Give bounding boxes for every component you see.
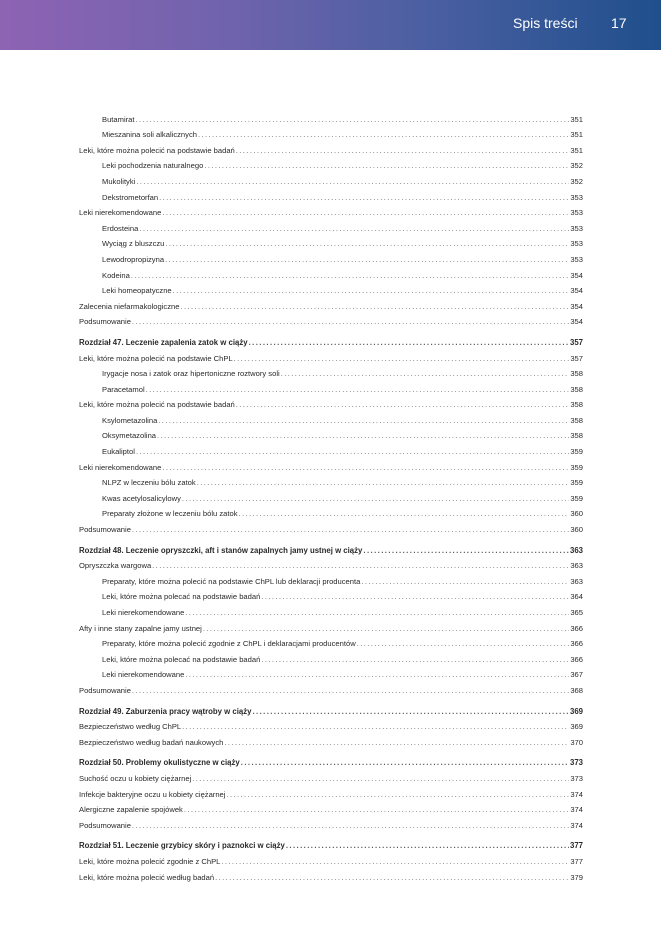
toc-page-number: 374: [570, 805, 583, 815]
toc-entry-label: Lewodropropizyna: [102, 254, 165, 264]
toc-entry-label: Butamirat: [102, 114, 135, 124]
toc-entry-row[interactable]: [79, 518, 583, 534]
dot-leader: [234, 354, 570, 363]
toc-entry-label: Leki nierekomendowane: [102, 670, 185, 680]
toc-subentry-row[interactable]: [79, 503, 583, 519]
toc-page-number: 357: [570, 353, 583, 363]
toc-chapter-row[interactable]: [79, 331, 583, 347]
dot-leader: [173, 286, 570, 295]
toc-entry-label: Rozdział 50. Problemy okulistyczne w ciąży: [79, 758, 240, 768]
toc-entry-label: Leki, które można polecić według badań: [79, 872, 215, 882]
toc-page-number: 373: [569, 758, 583, 768]
toc-entry-label: Preparaty, które można polecić zgodnie z ChPL i deklaracjami producentów: [102, 639, 356, 649]
toc-page-number: 377: [569, 841, 583, 851]
dot-leader: [197, 478, 570, 487]
toc-page-number: 369: [569, 706, 583, 716]
toc-chapter-row[interactable]: [79, 835, 583, 851]
dot-leader: [198, 130, 569, 139]
dot-leader: [363, 546, 569, 555]
toc-entry-label: Mieszanina soli alkalicznych: [102, 130, 197, 140]
toc-subentry-row[interactable]: [79, 664, 583, 680]
toc-subentry-row[interactable]: [79, 633, 583, 649]
toc-entry-label: Alergiczne zapalenie spojówek: [79, 805, 183, 815]
toc-page-number: 364: [570, 592, 583, 602]
toc-page-number: 358: [570, 369, 583, 379]
dot-leader: [252, 707, 569, 716]
dot-leader: [192, 774, 569, 783]
toc-page-number: 366: [570, 654, 583, 664]
dot-leader: [239, 509, 570, 518]
toc-entry-label: Leki, które można polecić na podstawie ChPL: [79, 353, 233, 363]
toc-page-number: 353: [570, 208, 583, 218]
toc-subentry-row[interactable]: [79, 124, 583, 140]
toc-page-number: 365: [570, 608, 583, 617]
toc-entry-label: Leki, które można polecać na podstawie badań: [102, 592, 261, 602]
toc-page-number: 358: [570, 400, 583, 410]
dot-leader: [158, 416, 569, 425]
toc-entry-label: Wyciąg z bluszczu: [102, 239, 165, 249]
toc-entry-row[interactable]: [79, 850, 583, 866]
toc-subentry-row[interactable]: [79, 601, 583, 617]
toc-subentry-row[interactable]: [79, 648, 583, 664]
dot-leader: [221, 857, 569, 866]
toc-page-number: 363: [569, 545, 583, 555]
toc-entry-label: Leki nierekomendowane: [102, 608, 185, 617]
toc-page-number: 351: [570, 145, 583, 155]
toc-entry-label: Leki, które można polecić na podstawie badań: [79, 145, 235, 155]
dot-leader: [159, 193, 569, 202]
toc-entry-label: Podsumowanie: [79, 525, 131, 535]
dot-leader: [182, 722, 569, 731]
toc-entry-label: Kodeina: [102, 270, 130, 280]
toc-chapter-row[interactable]: [79, 539, 583, 555]
toc-entry-label: Irygacje nosa i zatok oraz hipertoniczne roztwory soli: [102, 369, 280, 379]
toc-entry-row[interactable]: [79, 799, 583, 815]
toc-entry-label: Rozdział 51. Leczenie grzybicy skóry i paznokci w ciąży: [79, 841, 285, 851]
toc-entry-row[interactable]: [79, 783, 583, 799]
dot-leader: [162, 208, 569, 217]
toc-chapter-row[interactable]: [79, 752, 583, 768]
dot-leader: [215, 873, 569, 882]
toc-page-number: 352: [570, 176, 583, 186]
toc-page-number: 360: [570, 525, 583, 535]
toc-page-number: 354: [570, 317, 583, 327]
toc-page-number: 358: [570, 384, 583, 394]
header-title: Spis treści: [513, 15, 578, 31]
toc-entry-label: Paracetamol: [102, 384, 145, 394]
toc-page-number: 354: [570, 270, 583, 280]
toc-subentry-row[interactable]: [79, 233, 583, 249]
toc-page-number: 354: [570, 301, 583, 311]
toc-page-number: 363: [570, 576, 583, 586]
dot-leader: [132, 686, 569, 695]
toc-chapter-row[interactable]: [79, 700, 583, 716]
toc-entry-label: Oksymetazolina: [102, 431, 157, 441]
toc-entry-label: Suchość oczu u kobiety ciężarnej: [79, 773, 192, 783]
toc-subentry-row[interactable]: [79, 363, 583, 379]
toc-page-number: 354: [570, 286, 583, 296]
toc-entry-row[interactable]: [79, 394, 583, 410]
dot-leader: [152, 561, 569, 570]
toc-page-number: 359: [570, 462, 583, 472]
dot-leader: [132, 317, 569, 326]
toc-entry-label: Rozdział 47. Leczenie zapalenia zatok w ciąży: [79, 337, 248, 347]
toc-entry-row[interactable]: [79, 347, 583, 363]
toc-entry-row[interactable]: [79, 311, 583, 327]
toc-subentry-row[interactable]: [79, 425, 583, 441]
dot-leader: [361, 577, 569, 586]
toc-entry-label: Leki nierekomendowane: [79, 462, 162, 472]
dot-leader: [236, 146, 570, 155]
toc-entry-row[interactable]: [79, 555, 583, 571]
toc-entry-label: Leki, które można polecić na podstawie badań: [79, 400, 235, 410]
toc-page-number: 368: [570, 685, 583, 695]
dot-leader: [157, 431, 569, 440]
dot-leader: [286, 841, 569, 850]
toc-page-number: 353: [570, 254, 583, 264]
toc-entry-label: Eukaliptol: [102, 447, 135, 457]
dot-leader: [182, 494, 569, 503]
toc-subentry-row[interactable]: [79, 472, 583, 488]
toc-page-number: 366: [570, 623, 583, 633]
toc-entry-label: Podsumowanie: [79, 317, 131, 327]
toc-entry-label: Leki homeopatyczne: [102, 286, 172, 296]
dot-leader: [131, 271, 569, 280]
toc-subentry-row[interactable]: [79, 155, 583, 171]
toc-entry-row[interactable]: [79, 731, 583, 747]
toc-entry-row[interactable]: [79, 767, 583, 783]
toc-page-number: 358: [570, 431, 583, 441]
toc-entry-row[interactable]: [79, 139, 583, 155]
toc-entry-label: Preparaty, które można polecić na podstawie ChPL lub deklaracji producenta: [102, 576, 361, 586]
toc-page-number: 369: [570, 722, 583, 732]
dot-leader: [136, 447, 569, 456]
page-header: [0, 0, 661, 50]
toc-page-number: 367: [570, 670, 583, 680]
toc-page-number: 353: [570, 192, 583, 202]
toc-entry-label: Kwas acetylosalicylowy: [102, 493, 181, 503]
dot-leader: [203, 624, 569, 633]
dot-leader: [261, 592, 569, 601]
toc-page-number: 358: [570, 415, 583, 425]
toc-entry-label: Leki nierekomendowane: [79, 208, 162, 218]
toc-entry-label: Podsumowanie: [79, 820, 131, 830]
toc-page-number: 353: [570, 239, 583, 249]
toc-subentry-row[interactable]: [79, 378, 583, 394]
toc-subentry-row[interactable]: [79, 440, 583, 456]
toc-subentry-row[interactable]: [79, 487, 583, 503]
dot-leader: [226, 790, 569, 799]
toc-page-number: 357: [569, 337, 583, 347]
toc-entry-row[interactable]: [79, 814, 583, 830]
toc-entry-label: Rozdział 48. Leczenie opryszczki, aft i stanów zapalnych jamy ustnej w ciąży: [79, 545, 363, 555]
toc-page-number: 374: [570, 789, 583, 799]
dot-leader: [139, 224, 569, 233]
dot-leader: [241, 758, 569, 767]
toc-page-number: 366: [570, 639, 583, 649]
dot-leader: [185, 608, 569, 617]
toc-entry-label: Opryszczka wargowa: [79, 561, 152, 571]
toc-entry-label: Bezpieczeństwo według ChPL: [79, 722, 182, 732]
toc-entry-label: Leki, które można polecić zgodnie z ChPL: [79, 856, 221, 866]
toc-page-number: 370: [570, 737, 583, 747]
table-of-contents: [79, 108, 583, 882]
dot-leader: [146, 385, 570, 394]
dot-leader: [162, 463, 569, 472]
toc-subentry-row[interactable]: [79, 248, 583, 264]
toc-page-number: 352: [570, 161, 583, 171]
toc-entry-row[interactable]: [79, 617, 583, 633]
toc-page-number: 374: [570, 820, 583, 830]
dot-leader: [357, 639, 570, 648]
dot-leader: [184, 805, 569, 814]
dot-leader: [165, 255, 569, 264]
toc-entry-label: Bezpieczeństwo według badań naukowych: [79, 737, 224, 747]
toc-page-number: 359: [570, 447, 583, 457]
dot-leader: [185, 670, 569, 679]
toc-entry-label: Afty i inne stany zapalne jamy ustnej: [79, 623, 202, 633]
toc-subentry-row[interactable]: [79, 570, 583, 586]
toc-entry-row[interactable]: [79, 456, 583, 472]
toc-page-number: 359: [570, 478, 583, 488]
dot-leader: [132, 525, 569, 534]
toc-page-number: 377: [570, 856, 583, 866]
dot-leader: [204, 161, 569, 170]
toc-entry-row[interactable]: [79, 716, 583, 732]
dot-leader: [249, 338, 569, 347]
toc-subentry-row[interactable]: [79, 264, 583, 280]
dot-leader: [136, 177, 569, 186]
header-page-number: 17: [611, 15, 627, 31]
toc-entry-row[interactable]: [79, 295, 583, 311]
toc-page-number: 353: [570, 223, 583, 233]
toc-entry-label: Leki pochodzenia naturalnego: [102, 161, 204, 171]
toc-subentry-row[interactable]: [79, 108, 583, 124]
dot-leader: [261, 655, 569, 664]
dot-leader: [281, 369, 570, 378]
toc-entry-row[interactable]: [79, 866, 583, 882]
toc-page-number: 379: [570, 872, 583, 882]
toc-page-number: 351: [570, 130, 583, 140]
dot-leader: [132, 821, 569, 830]
toc-subentry-row[interactable]: [79, 186, 583, 202]
dot-leader: [236, 400, 570, 409]
toc-page-number: 373: [570, 773, 583, 783]
toc-subentry-row[interactable]: [79, 409, 583, 425]
toc-entry-label: Leki, które można polecać na podstawie badań: [102, 654, 261, 664]
toc-entry-label: NLPZ w leczeniu bólu zatok: [102, 478, 196, 488]
toc-subentry-row[interactable]: [79, 217, 583, 233]
toc-page-number: 363: [570, 561, 583, 571]
toc-entry-label: Preparaty złożone w leczeniu bólu zatok: [102, 509, 238, 519]
toc-page-number: 359: [570, 493, 583, 503]
toc-entry-label: Zalecenia niefarmakologiczne: [79, 301, 180, 311]
toc-entry-label: Podsumowanie: [79, 685, 131, 695]
toc-page-number: 351: [570, 114, 583, 124]
dot-leader: [180, 302, 569, 311]
toc-entry-label: Infekcje bakteryjne oczu u kobiety ciężarnej: [79, 789, 226, 799]
dot-leader: [165, 239, 569, 248]
toc-entry-label: Erdosteina: [102, 223, 139, 233]
toc-entry-label: Ksylometazolina: [102, 415, 158, 425]
toc-entry-row[interactable]: [79, 202, 583, 218]
toc-entry-label: Mukolityki: [102, 176, 136, 186]
toc-page-number: 360: [570, 509, 583, 519]
dot-leader: [136, 115, 570, 124]
toc-subentry-row[interactable]: [79, 586, 583, 602]
toc-subentry-row[interactable]: [79, 280, 583, 296]
toc-entry-label: Dekstrometorfan: [102, 192, 159, 202]
toc-entry-row[interactable]: [79, 679, 583, 695]
toc-entry-label: Rozdział 49. Zaburzenia pracy wątroby w ciąży: [79, 706, 252, 716]
toc-subentry-row[interactable]: [79, 170, 583, 186]
dot-leader: [224, 738, 569, 747]
